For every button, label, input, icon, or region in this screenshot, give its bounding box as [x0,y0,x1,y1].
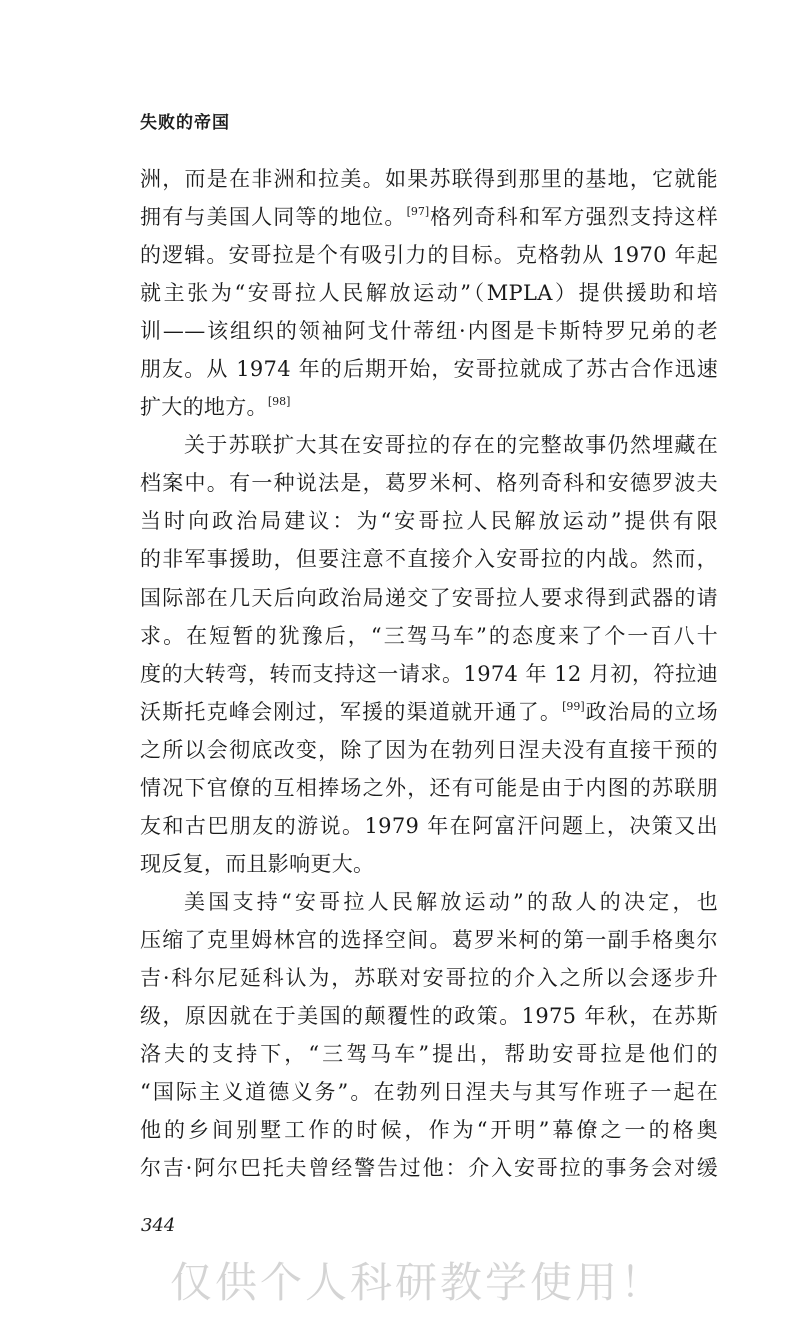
text-line [140,312,718,350]
text-line [140,388,718,426]
line-text: 沃斯托克峰会刚过，军援的渠道就开通了。 [140,699,563,724]
body-text [140,160,718,1187]
text-line [140,997,718,1035]
text-line [140,350,718,388]
page-number: 344 [141,1215,176,1236]
line-text: “国际主义道德义务”。在勃列日涅夫与其写作班子一起在 [140,1080,718,1105]
line-text: 的非军事援助，但要注意不直接介入安哥拉的内战。然而， [140,547,718,572]
text-line [140,198,718,236]
line-text: 洲，而是在非洲和拉美。如果苏联得到那里的基地，它就能 [140,167,718,191]
watermark: 仅供个人科研教学使用！ [170,1258,666,1307]
line-text: 度的大转弯，转而支持这一请求。1974 年 12 月初，符拉迪 [140,661,718,686]
line-text: 朋友。从 1974 年的后期开始，安哥拉就成了苏古合作迅速 [140,357,718,382]
line-text: 尔吉·阿尔巴托夫曾经警告过他：介入安哥拉的事务会对缓 [140,1156,718,1181]
line-text-continued: 格列奇科和军方强烈支持这样 [429,205,718,230]
running-head: 失败的帝国 [140,113,230,133]
line-text: 现反复，而且影响更大。 [140,851,375,876]
line-text: 吉·科尔尼延科认为，苏联对安哥拉的介入之所以会逐步升 [140,965,718,990]
footnote-marker: [97] [406,205,430,219]
line-text: 之所以会彻底改变，除了因为在勃列日涅夫没有直接干预的 [140,737,718,762]
text-line [140,1073,718,1111]
text-line [140,1035,718,1073]
text-line [140,693,718,731]
paragraph-first-line [140,426,718,464]
line-text: 友和古巴朋友的游说。1979 年在阿富汗问题上，决策又出 [140,813,718,838]
line-text: 情况下官僚的互相捧场之外，还有可能是由于内图的苏联朋 [140,775,718,800]
line-text: 的逻辑。安哥拉是个有吸引力的目标。克格勃从 1970 年起 [140,243,718,268]
text-line [140,274,718,312]
line-text: 压缩了克里姆林宫的选择空间。葛罗米柯的第一副手格奥尔 [140,927,718,952]
line-text: 拥有与美国人同等的地位。 [140,205,407,230]
text-line [140,1111,718,1149]
line-text: 训——该组织的领袖阿戈什蒂纽·内图是卡斯特罗兄弟的老 [140,319,718,344]
text-line [140,921,718,959]
line-text: 关于苏联扩大其在安哥拉的存在的完整故事仍然埋藏在 [184,433,718,458]
text-line [140,464,718,502]
text-line [140,655,718,693]
text-line [140,1149,718,1187]
paragraph-first-line [140,883,718,921]
text-line [140,617,718,655]
line-text: 求。在短暂的犹豫后，“三驾马车”的态度来了个一百八十 [140,623,718,648]
footnote-marker: [99] [562,699,585,713]
line-text: 美国支持“安哥拉人民解放运动”的敌人的决定，也 [184,889,718,914]
text-line [140,845,718,883]
line-text: 扩大的地方。 [140,395,268,420]
line-text: 国际部在几天后向政治局递交了安哥拉人要求得到武器的请 [140,585,718,610]
text-line [140,579,718,617]
text-line [140,959,718,997]
line-text: 级，原因就在于美国的颠覆性的政策。1975 年秋，在苏斯 [140,1004,718,1029]
text-line [140,769,718,807]
line-text: 他的乡间别墅工作的时候，作为“开明”幕僚之一的格奥 [140,1118,718,1143]
text-line [140,807,718,845]
line-text: 当时向政治局建议：为“安哥拉人民解放运动”提供有限 [140,509,718,534]
line-text: 就主张为“安哥拉人民解放运动”（MPLA）提供援助和培 [140,281,718,306]
line-text: 档案中。有一种说法是，葛罗米柯、格列奇科和安德罗波夫 [140,471,718,496]
footnote-marker: [98] [267,395,291,409]
text-line [140,160,718,198]
text-line [140,731,718,769]
text-line [140,540,718,578]
line-text: 洛夫的支持下，“三驾马车”提出，帮助安哥拉是他们的 [140,1042,718,1067]
text-line [140,502,718,540]
line-text-continued: 政治局的立场 [584,699,718,724]
text-line [140,236,718,274]
